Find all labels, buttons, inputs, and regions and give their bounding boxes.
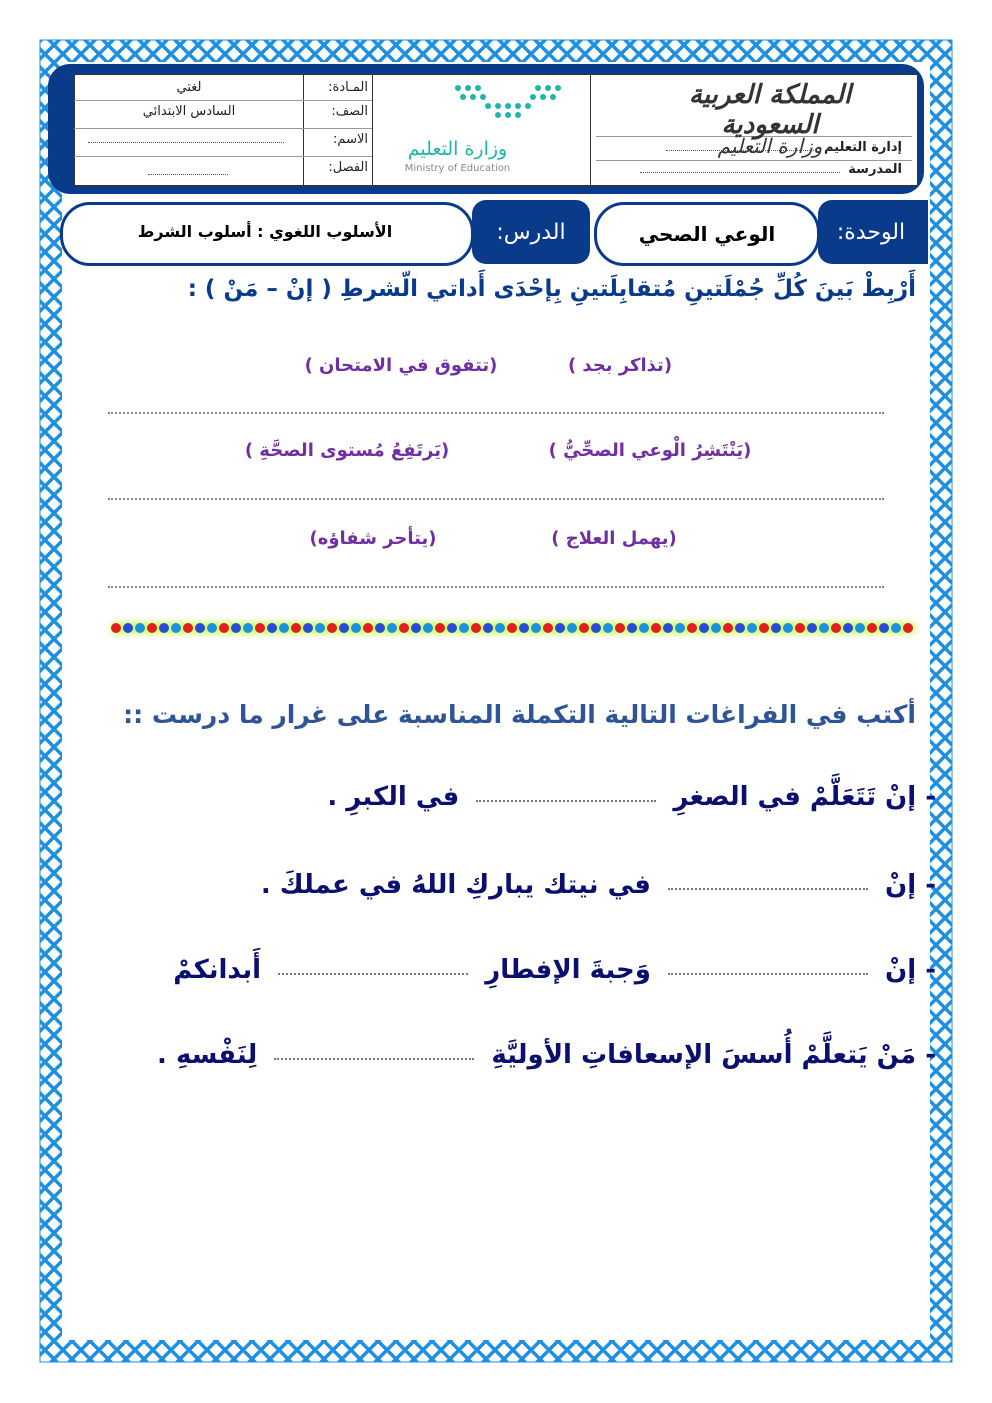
bead: [339, 623, 349, 633]
bead: [207, 623, 217, 633]
bead: [687, 623, 697, 633]
edu-admin-label: إدارة التعليم: [823, 140, 902, 155]
exercise1-instruction: أَرْبِطْ بَينَ كُلِّ جُمْلَتينِ مُتقابِلَتينِ بِإحْدَى أَداتي الّشرطِ ( إنْ – مَنْ ) :: [187, 276, 916, 302]
bead: [615, 623, 625, 633]
bead: [435, 623, 445, 633]
bead: [843, 623, 853, 633]
bead: [879, 623, 889, 633]
completion-item-2: [260, 870, 936, 900]
bead: [303, 623, 313, 633]
bead: [279, 623, 289, 633]
bead: [363, 623, 373, 633]
answer-line-1[interactable]: [108, 400, 884, 414]
bead-divider: [108, 617, 920, 641]
item4-blank[interactable]: [274, 1052, 474, 1060]
item3-part-b: وَجبةَ الإفطارِ: [485, 955, 651, 985]
bead: [711, 623, 721, 633]
bead: [459, 623, 469, 633]
name-field[interactable]: [88, 132, 284, 143]
bead: [219, 623, 229, 633]
completion-item-4: [157, 1040, 936, 1070]
bead: [555, 623, 565, 633]
grade-label: الصف:: [331, 104, 368, 119]
bead: [867, 623, 877, 633]
bead: [183, 623, 193, 633]
bead: [135, 623, 145, 633]
bead: [651, 623, 661, 633]
bead: [243, 623, 253, 633]
pair1-left: (تتفوق في الامتحان ): [304, 355, 498, 376]
bead: [699, 623, 709, 633]
bead: [507, 623, 517, 633]
ministry-name-en: Ministry of Education: [404, 163, 511, 174]
bead: [291, 623, 301, 633]
item2-blank[interactable]: [668, 882, 868, 890]
bead: [591, 623, 601, 633]
class-field[interactable]: [148, 164, 228, 175]
item4-part-b: لِنَفْسهِ .: [157, 1040, 258, 1070]
lesson-label: الدرس:: [496, 220, 566, 245]
bead: [831, 623, 841, 633]
bead: [231, 623, 241, 633]
item1-blank[interactable]: [476, 794, 656, 802]
bead: [567, 623, 577, 633]
bead: [675, 623, 685, 633]
item3-part-c: أَبدانكمْ: [173, 955, 262, 985]
bead: [315, 623, 325, 633]
bead: [723, 623, 733, 633]
school-field[interactable]: [596, 162, 902, 177]
bead: [423, 623, 433, 633]
bead: [387, 623, 397, 633]
bead: [375, 623, 385, 633]
answer-line-2[interactable]: [108, 486, 884, 500]
bead: [327, 623, 337, 633]
item1-part-b: في الكبرِ .: [327, 782, 460, 812]
bead: [783, 623, 793, 633]
bead: [543, 623, 553, 633]
exercise2-instruction: أكتب في الفراغات التالية التكملة المناسبة على غرار ما درست ::: [123, 700, 916, 729]
item3-blank-1[interactable]: [668, 967, 868, 975]
bead: [819, 623, 829, 633]
edu-admin-field[interactable]: [596, 140, 902, 155]
answer-line-3[interactable]: [108, 574, 884, 588]
pair1-right: (تذاكر بجد ): [567, 355, 673, 376]
bead: [447, 623, 457, 633]
bead: [627, 623, 637, 633]
bead: [111, 623, 121, 633]
bead: [123, 623, 133, 633]
bead: [159, 623, 169, 633]
kingdom-logo-text: المملكة العربية السعودية وزارة التعليم: [688, 80, 852, 158]
bead: [891, 623, 901, 633]
school-label: المدرسة: [848, 162, 902, 177]
bead: [399, 623, 409, 633]
completion-item-3: [170, 955, 936, 985]
bead: [603, 623, 613, 633]
bead: [759, 623, 769, 633]
bead: [747, 623, 757, 633]
unit-value: الوعي الصحي: [638, 222, 776, 246]
bead: [351, 623, 361, 633]
bead: [903, 623, 913, 633]
bead: [495, 623, 505, 633]
bead: [807, 623, 817, 633]
bead: [255, 623, 265, 633]
pair3-left: (يتأحر شفاؤه): [309, 528, 437, 549]
bead: [147, 623, 157, 633]
subject-label: المـادة:: [328, 80, 368, 95]
bead: [195, 623, 205, 633]
item3-blank-2[interactable]: [278, 967, 468, 975]
item4-part-a: - مَنْ يَتعلَّمْ أُسسَ الإسعافاتِ الأوليَّةِ: [491, 1040, 936, 1070]
name-label: الاسم:: [333, 132, 368, 147]
subject-value: لغتي: [176, 80, 202, 95]
bead: [855, 623, 865, 633]
bead: [639, 623, 649, 633]
item2-part-a: - إنْ: [885, 870, 936, 900]
bead: [531, 623, 541, 633]
bead: [663, 623, 673, 633]
bead: [579, 623, 589, 633]
bead: [171, 623, 181, 633]
grade-value: السادس الابتدائي: [142, 104, 236, 119]
unit-label: الوحدة:: [836, 220, 906, 245]
bead: [519, 623, 529, 633]
ministry-name-ar: وزارة التعليم: [407, 138, 508, 160]
bead: [483, 623, 493, 633]
item1-part-a: - إنْ تَتَعَلَّمْ في الصغرِ: [673, 782, 936, 812]
ministry-logo-icon: [452, 82, 564, 122]
class-label: الفصل:: [328, 160, 368, 175]
pair3-right: (يهمل العلاج ): [551, 528, 677, 549]
item2-part-b: في نيتك يباركِ اللهُ في عملكَ .: [260, 870, 651, 900]
pair2-left: (يَرتَفِعُ مُستوى الصحَّةِ ): [244, 440, 450, 461]
bead: [735, 623, 745, 633]
completion-item-1: [320, 782, 936, 812]
item3-part-a: - إنْ: [885, 955, 936, 985]
lesson-value: الأسلوب اللغوي : أسلوب الشرط: [137, 222, 393, 241]
bead: [411, 623, 421, 633]
bead: [795, 623, 805, 633]
bead: [771, 623, 781, 633]
pair2-right: (يَنْتَشِرُ الْوعي الصحِّيُّ ): [548, 440, 752, 461]
bead: [471, 623, 481, 633]
bead: [267, 623, 277, 633]
